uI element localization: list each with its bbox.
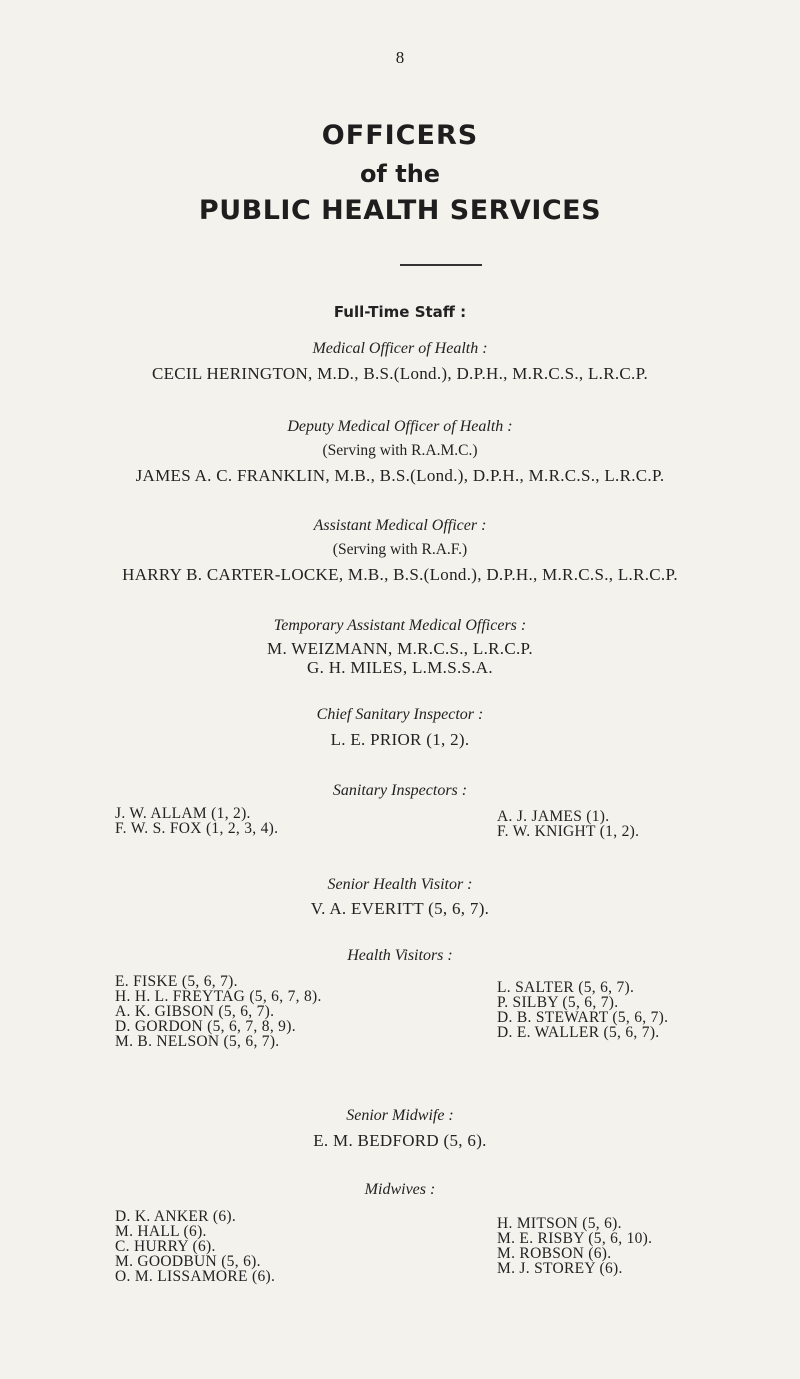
list-item: O. M. LISSAMORE (6). [115, 1268, 276, 1285]
title-of-the: of the [359, 160, 441, 188]
list-item: D. B. STEWART (5, 6, 7). [497, 1009, 669, 1026]
senior-health-visitor-title: Senior Health Visitor : [327, 876, 473, 893]
list-item: F. W. S. FOX (1, 2, 3, 4). [115, 820, 279, 837]
senior-midwife-title: Senior Midwife : [346, 1107, 454, 1124]
moh-name: CECIL HERINGTON, M.D., B.S.(Lond.), D.P.H., M.R.C.S., L.R.C.P. [151, 364, 649, 383]
title-public-health-services: PUBLIC HEALTH SERVICES [198, 195, 602, 226]
midwives-right [497, 1216, 652, 1276]
sanitary-inspectors-right [497, 809, 639, 839]
list-item: C. HURRY (6). [115, 1238, 216, 1255]
full-time-staff-heading: Full-Time Staff : [333, 303, 467, 321]
list-item: J. W. ALLAM (1, 2). [115, 805, 251, 822]
sanitary-inspectors-left [115, 806, 278, 836]
senior-health-visitor-name: V. A. EVERITT (5, 6, 7). [310, 899, 490, 918]
moh-title: Medical Officer of Health : [312, 340, 488, 357]
midwives-title: Midwives : [364, 1181, 436, 1198]
list-item: A. J. JAMES (1). [497, 808, 610, 825]
temporary-mo-name: M. WEIZMANN, M.R.C.S., L.R.C.P. [267, 639, 533, 658]
deputy-moh-name: JAMES A. C. FRANKLIN, M.B., B.S.(Lond.), D.P.H., M.R.C.S., L.R.C.P. [135, 466, 665, 485]
sanitary-inspectors-title: Sanitary Inspectors : [332, 782, 468, 799]
list-item: M. B. NELSON (5, 6, 7). [115, 1033, 280, 1050]
chief-sanitary-title: Chief Sanitary Inspector : [316, 706, 484, 723]
list-item: H. MITSON (5, 6). [497, 1215, 622, 1232]
list-item: H. H. L. FREYTAG (5, 6, 7, 8). [115, 988, 322, 1005]
health-visitors-title: Health Visitors : [347, 947, 453, 964]
list-item: M. ROBSON (6). [497, 1245, 612, 1262]
list-item: D. GORDON (5, 6, 7, 8, 9). [115, 1018, 296, 1035]
list-item: M. GOODBUN (5, 6). [115, 1253, 261, 1270]
list-item: F. W. KNIGHT (1, 2). [497, 823, 640, 840]
list-item: A. K. GIBSON (5, 6, 7). [115, 1003, 275, 1020]
health-visitors-left [115, 974, 322, 1049]
list-item: M. HALL (6). [115, 1223, 207, 1240]
temporary-mo-title: Temporary Assistant Medical Officers : [273, 617, 527, 634]
list-item: E. FISKE (5, 6, 7). [115, 973, 238, 990]
list-item: D. K. ANKER (6). [115, 1208, 237, 1225]
list-item: M. J. STOREY (6). [497, 1260, 623, 1277]
list-item: M. E. RISBY (5, 6, 10). [497, 1230, 653, 1247]
chief-sanitary-name: L. E. PRIOR (1, 2). [330, 730, 470, 749]
assistant-mo-title: Assistant Medical Officer : [313, 517, 487, 534]
divider [400, 264, 482, 266]
deputy-moh-note: (Serving with R.A.M.C.) [322, 442, 478, 459]
title-officers: OFFICERS [321, 120, 479, 151]
list-item: D. E. WALLER (5, 6, 7). [497, 1024, 660, 1041]
midwives-left [115, 1209, 275, 1284]
list-item: P. SILBY (5, 6, 7). [497, 994, 619, 1011]
page-number: 8 [395, 48, 405, 67]
deputy-moh-title: Deputy Medical Officer of Health : [287, 418, 513, 435]
assistant-mo-note: (Serving with R.A.F.) [332, 541, 468, 558]
health-visitors-right [497, 980, 668, 1040]
list-item: L. SALTER (5, 6, 7). [497, 979, 635, 996]
assistant-mo-name: HARRY B. CARTER-LOCKE, M.B., B.S.(Lond.), D.P.H., M.R.C.S., L.R.C.P. [122, 565, 678, 584]
temporary-mo-name: G. H. MILES, L.M.S.S.A. [307, 658, 493, 677]
senior-midwife-name: E. M. BEDFORD (5, 6). [313, 1131, 487, 1150]
